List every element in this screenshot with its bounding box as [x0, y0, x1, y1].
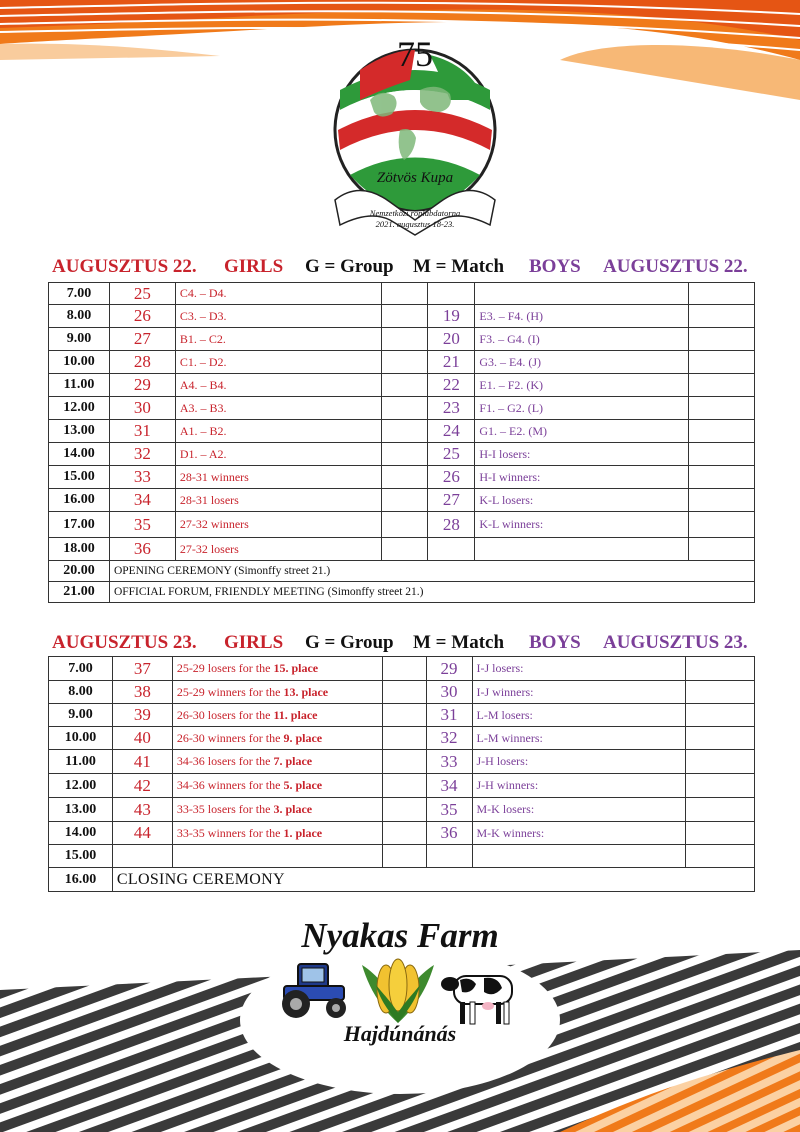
day22-row [49, 443, 755, 466]
girls-match-pairing: 28-31 winners [175, 466, 381, 489]
day22-row [49, 420, 755, 443]
girls-match-pairing [172, 845, 382, 868]
pairing-text: 25-29 losers for the [176, 661, 274, 675]
girls-match-number: 26 [109, 305, 175, 328]
day23-match-legend: M = Match [413, 632, 505, 653]
girls-match-number: 43 [112, 798, 172, 822]
boys-match-pairing: J-H winners: [472, 774, 686, 798]
boys-match-number: 20 [428, 328, 475, 351]
boys-match-number: 28 [428, 512, 475, 538]
day23-group-legend: G = Group [305, 632, 394, 653]
time-cell: 8.00 [49, 305, 110, 328]
time-cell: 12.00 [49, 774, 113, 798]
girls-result-cell [382, 681, 426, 704]
girls-result-cell [381, 374, 428, 397]
day22-row [49, 305, 755, 328]
girls-match-pairing: B1. – C2. [175, 328, 381, 351]
girls-match-number: 29 [109, 374, 175, 397]
girls-match-number: 30 [109, 397, 175, 420]
boys-result-cell [689, 466, 755, 489]
day23-right-date: AUGUSZTUS 23. [603, 632, 748, 653]
placement-text: 7. place [273, 754, 313, 768]
day23-row [49, 657, 755, 681]
boys-match-pairing: H-I losers: [475, 443, 689, 466]
boys-match-number: 19 [428, 305, 475, 328]
boys-result-cell [689, 305, 755, 328]
day22-event-row [49, 582, 755, 603]
day22-row [49, 397, 755, 420]
boys-match-number: 35 [426, 798, 472, 822]
day22-row [49, 328, 755, 351]
girls-result-cell [382, 798, 426, 822]
boys-match-number: 23 [428, 397, 475, 420]
time-cell: 12.00 [49, 397, 110, 420]
day23-schedule-table [48, 656, 755, 892]
girls-match-pairing [172, 750, 382, 774]
girls-result-cell [382, 704, 426, 727]
boys-match-pairing: E3. – F4. (H) [475, 305, 689, 328]
time-cell: 16.00 [49, 489, 110, 512]
girls-match-pairing: 27-32 winners [175, 512, 381, 538]
boys-result-cell [686, 774, 755, 798]
boys-result-cell [689, 489, 755, 512]
boys-match-pairing: K-L winners: [475, 512, 689, 538]
boys-result-cell [686, 727, 755, 750]
day23-left-date: AUGUSZTUS 23. [52, 632, 197, 653]
boys-match-pairing: H-I winners: [475, 466, 689, 489]
day23-row [49, 681, 755, 704]
time-cell: 21.00 [49, 582, 110, 603]
time-cell: 10.00 [49, 727, 113, 750]
boys-match-number: 34 [426, 774, 472, 798]
time-cell: 13.00 [49, 420, 110, 443]
girls-match-pairing: A3. – B3. [175, 397, 381, 420]
day22-group-legend: G = Group [305, 256, 394, 277]
girls-match-number: 39 [112, 704, 172, 727]
boys-match-pairing: M-K losers: [472, 798, 686, 822]
pairing-text: 34-36 winners for the [176, 778, 284, 792]
event-description: OFFICIAL FORUM, FRIENDLY MEETING (Simonffy street 21.) [109, 582, 754, 603]
girls-match-number: 35 [109, 512, 175, 538]
boys-match-number: 27 [428, 489, 475, 512]
day22-match-legend: M = Match [413, 256, 505, 277]
placement-text: 11. place [273, 707, 318, 722]
boys-match-number [428, 538, 475, 561]
girls-result-cell [382, 774, 426, 798]
boys-match-pairing: G1. – E2. (M) [475, 420, 689, 443]
girls-match-pairing: 27-32 losers [175, 538, 381, 561]
tournament-logo [330, 30, 500, 240]
boys-result-cell [686, 822, 755, 845]
girls-result-cell [381, 466, 428, 489]
day23-row [49, 727, 755, 750]
boys-match-number: 26 [428, 466, 475, 489]
girls-match-number [112, 845, 172, 868]
boys-match-number: 21 [428, 351, 475, 374]
day22-schedule-table [48, 282, 755, 603]
svg-text:75: 75 [397, 34, 433, 74]
time-cell: 10.00 [49, 351, 110, 374]
day22-right-date: AUGUSZTUS 22. [603, 256, 748, 277]
day23-row [49, 774, 755, 798]
boys-match-pairing [475, 283, 689, 305]
logo-subtitle-line1: Nemzetközi röplabdatorna [369, 208, 461, 218]
boys-match-pairing: F1. – G2. (L) [475, 397, 689, 420]
girls-result-cell [381, 397, 428, 420]
time-cell: 9.00 [49, 704, 113, 727]
time-cell: 13.00 [49, 798, 113, 822]
day23-boys-label: BOYS [529, 632, 581, 653]
boys-result-cell [686, 704, 755, 727]
boys-match-number: 24 [428, 420, 475, 443]
girls-match-pairing [172, 774, 382, 798]
time-cell: 11.00 [49, 750, 113, 774]
boys-result-cell [686, 657, 755, 681]
girls-result-cell [381, 489, 428, 512]
time-cell: 14.00 [49, 443, 110, 466]
boys-result-cell [689, 420, 755, 443]
girls-match-number: 38 [112, 681, 172, 704]
logo-subtitle-line2: 2021. augusztus 18-23. [375, 219, 455, 229]
day23-row [49, 822, 755, 845]
boys-match-number [426, 845, 472, 868]
girls-match-number: 28 [109, 351, 175, 374]
day22-event-row [49, 561, 755, 582]
placement-text: 3. place [273, 802, 313, 816]
girls-match-number: 44 [112, 822, 172, 845]
girls-match-number: 33 [109, 466, 175, 489]
girls-match-number: 36 [109, 538, 175, 561]
girls-match-pairing [172, 657, 382, 681]
boys-result-cell [689, 328, 755, 351]
girls-match-pairing: A4. – B4. [175, 374, 381, 397]
time-cell: 15.00 [49, 845, 113, 868]
boys-match-pairing: E1. – F2. (K) [475, 374, 689, 397]
girls-result-cell [381, 305, 428, 328]
boys-match-pairing: G3. – E4. (J) [475, 351, 689, 374]
closing-ceremony: CLOSING CEREMONY [112, 868, 754, 892]
day23-row [49, 750, 755, 774]
pairing-text: 25-29 winners for the [176, 684, 284, 699]
girls-result-cell [382, 657, 426, 681]
boys-match-number: 30 [426, 681, 472, 704]
time-cell: 16.00 [49, 868, 113, 892]
girls-result-cell [382, 750, 426, 774]
placement-text: 13. place [283, 684, 329, 699]
day22-row [49, 374, 755, 397]
girls-result-cell [381, 512, 428, 538]
girls-match-pairing [172, 798, 382, 822]
girls-result-cell [382, 727, 426, 750]
boys-match-number [428, 283, 475, 305]
girls-match-pairing [172, 727, 382, 750]
day23-girls-label: GIRLS [224, 632, 284, 653]
placement-text: 1. place [283, 825, 323, 840]
day22-row [49, 538, 755, 561]
boys-match-number: 33 [426, 750, 472, 774]
boys-match-number: 29 [426, 657, 472, 681]
time-cell: 20.00 [49, 561, 110, 582]
boys-match-pairing: F3. – G4. (I) [475, 328, 689, 351]
day22-row [49, 512, 755, 538]
boys-result-cell [689, 351, 755, 374]
boys-result-cell [689, 397, 755, 420]
boys-result-cell [686, 845, 755, 868]
boys-result-cell [689, 538, 755, 561]
day22-left-date: AUGUSZTUS 22. [52, 256, 197, 277]
girls-match-pairing: C1. – D2. [175, 351, 381, 374]
girls-match-number: 25 [109, 283, 175, 305]
boys-result-cell [686, 681, 755, 704]
boys-match-pairing: M-K winners: [472, 822, 686, 845]
boys-result-cell [689, 283, 755, 305]
day22-row [49, 489, 755, 512]
pairing-text: 34-36 losers for the [176, 754, 274, 768]
girls-match-pairing [172, 681, 382, 704]
girls-match-pairing [172, 822, 382, 845]
day23-closing-row [49, 868, 755, 892]
boys-match-pairing: I-J winners: [472, 681, 686, 704]
boys-match-number: 31 [426, 704, 472, 727]
time-cell: 11.00 [49, 374, 110, 397]
girls-match-number: 37 [112, 657, 172, 681]
boys-match-pairing: J-H losers: [472, 750, 686, 774]
girls-result-cell [382, 845, 426, 868]
cow-icon [440, 962, 530, 1028]
time-cell: 14.00 [49, 822, 113, 845]
girls-match-number: 42 [112, 774, 172, 798]
boys-match-number: 22 [428, 374, 475, 397]
time-cell: 15.00 [49, 466, 110, 489]
girls-match-pairing: C3. – D3. [175, 305, 381, 328]
placement-text: 9. place [283, 730, 323, 745]
girls-match-pairing: D1. – A2. [175, 443, 381, 466]
girls-match-number: 32 [109, 443, 175, 466]
day22-row [49, 351, 755, 374]
time-cell: 9.00 [49, 328, 110, 351]
girls-result-cell [381, 351, 428, 374]
boys-match-pairing: L-M losers: [472, 704, 686, 727]
girls-match-number: 34 [109, 489, 175, 512]
time-cell: 7.00 [49, 283, 110, 305]
sponsor-subtitle: Hajdúnánás [343, 1021, 457, 1046]
girls-result-cell [381, 538, 428, 561]
boys-match-number: 36 [426, 822, 472, 845]
placement-text: 15. place [273, 661, 319, 675]
pairing-text: 33-35 winners for the [176, 825, 284, 840]
girls-result-cell [381, 328, 428, 351]
time-cell: 17.00 [49, 512, 110, 538]
girls-result-cell [382, 822, 426, 845]
girls-match-pairing: A1. – B2. [175, 420, 381, 443]
pairing-text: 33-35 losers for the [176, 802, 274, 816]
boys-match-number: 25 [428, 443, 475, 466]
girls-match-pairing [172, 704, 382, 727]
pairing-text: 26-30 losers for the [176, 707, 274, 722]
time-cell: 8.00 [49, 681, 113, 704]
placement-text: 5. place [283, 778, 323, 792]
day23-row [49, 704, 755, 727]
day22-boys-label: BOYS [529, 256, 581, 277]
day23-header [0, 632, 800, 656]
day22-row [49, 283, 755, 305]
girls-match-number: 40 [112, 727, 172, 750]
sponsor-title: Nyakas Farm [301, 916, 499, 955]
boys-result-cell [686, 750, 755, 774]
girls-result-cell [381, 420, 428, 443]
tractor-icon [276, 958, 356, 1022]
boys-match-pairing: K-L losers: [475, 489, 689, 512]
time-cell: 7.00 [49, 657, 113, 681]
girls-result-cell [381, 283, 428, 305]
corn-icon [358, 955, 438, 1025]
girls-match-pairing: 28-31 losers [175, 489, 381, 512]
boys-result-cell [689, 443, 755, 466]
boys-result-cell [689, 512, 755, 538]
boys-match-number: 32 [426, 727, 472, 750]
pairing-text: 26-30 winners for the [176, 730, 284, 745]
girls-match-pairing: C4. – D4. [175, 283, 381, 305]
girls-match-number: 31 [109, 420, 175, 443]
event-description: OPENING CEREMONY (Simonffy street 21.) [109, 561, 754, 582]
girls-result-cell [381, 443, 428, 466]
boys-result-cell [686, 798, 755, 822]
day23-row [49, 845, 755, 868]
girls-match-number: 41 [112, 750, 172, 774]
logo-name: Zötvös Kupa [376, 170, 454, 186]
day23-row [49, 798, 755, 822]
time-cell: 18.00 [49, 538, 110, 561]
boys-result-cell [689, 374, 755, 397]
day22-row [49, 466, 755, 489]
day22-header [0, 256, 800, 280]
boys-match-pairing [472, 845, 686, 868]
boys-match-pairing [475, 538, 689, 561]
girls-match-number: 27 [109, 328, 175, 351]
day22-girls-label: GIRLS [224, 256, 284, 277]
boys-match-pairing: I-J losers: [472, 657, 686, 681]
boys-match-pairing: L-M winners: [472, 727, 686, 750]
